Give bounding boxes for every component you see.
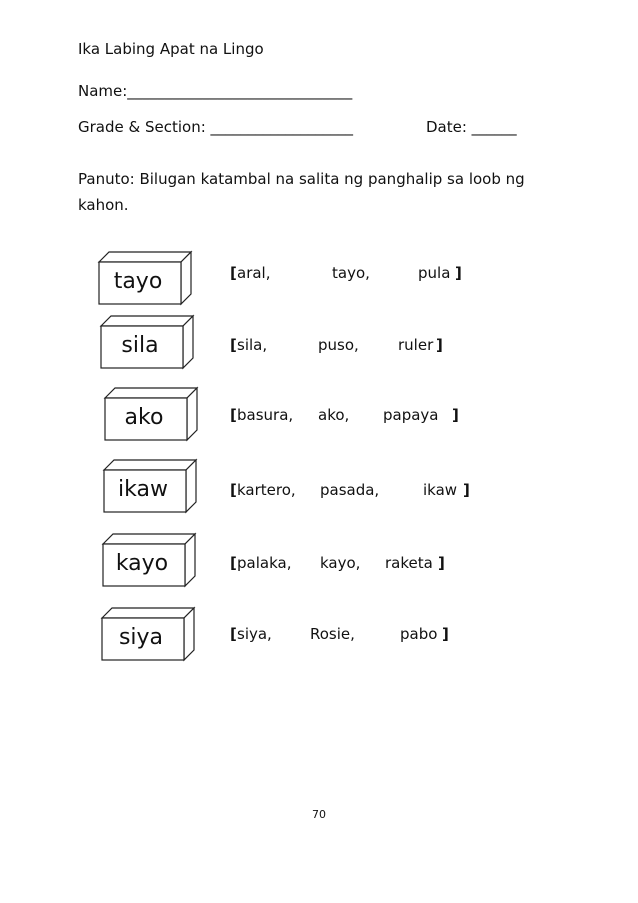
close-bracket: ] [452,406,459,424]
close-bracket: ] [463,481,470,499]
choice-2: puso, [318,336,359,354]
close-bracket: ] [442,625,449,643]
list-item [0,460,638,520]
open-bracket: [ [230,554,237,572]
list-item [0,252,638,312]
choice-3: pula [418,264,451,282]
close-bracket: ] [436,336,443,354]
date-field-label: Date: ______ [426,118,517,136]
choice-2: ako, [318,406,350,424]
page-number: 70 [312,808,326,821]
word-box [101,316,193,368]
list-item [0,534,638,594]
box-word: sila [121,332,159,358]
box-word: kayo [115,550,169,576]
word-box [99,252,191,304]
instruction-text: Panuto: Bilugan katambal na salita ng panghalip sa loob ng kahon. [78,170,525,214]
choice-2: tayo, [332,264,370,282]
open-bracket: [ [230,625,237,643]
choice-3: raketa [385,554,433,572]
choice-3: ikaw [423,481,458,499]
grade-section-field-label: Grade & Section: ___________________ [78,118,354,136]
word-box [104,460,196,512]
choice-1: palaka, [237,554,292,572]
choice-1: aral, [237,264,271,282]
list-item [0,388,638,448]
box-word: tayo [113,268,163,294]
name-field-label: Name:______________________________ [78,82,353,100]
list-item [0,316,638,376]
choice-2: pasada, [320,481,380,499]
choice-1: basura, [237,406,294,424]
open-bracket: [ [230,481,237,499]
word-box [102,608,194,660]
worksheet-title: Ika Labing Apat na Lingo [78,40,264,58]
choice-2: Rosie, [310,625,355,643]
list-item [0,608,638,668]
choice-1: sila, [237,336,268,354]
choice-3: papaya [383,406,439,424]
box-word: siya [118,624,164,650]
choice-2: kayo, [320,554,361,572]
choice-1: siya, [237,625,272,643]
open-bracket: [ [230,264,237,282]
box-word: ikaw [118,476,168,502]
choice-1: kartero, [237,481,296,499]
close-bracket: ] [455,264,462,282]
word-box [105,388,197,440]
word-box [103,534,195,586]
box-word: ako [124,404,164,430]
open-bracket: [ [230,406,237,424]
open-bracket: [ [230,336,237,354]
choice-3: ruler [398,336,434,354]
choice-3: pabo [400,625,438,643]
close-bracket: ] [438,554,445,572]
